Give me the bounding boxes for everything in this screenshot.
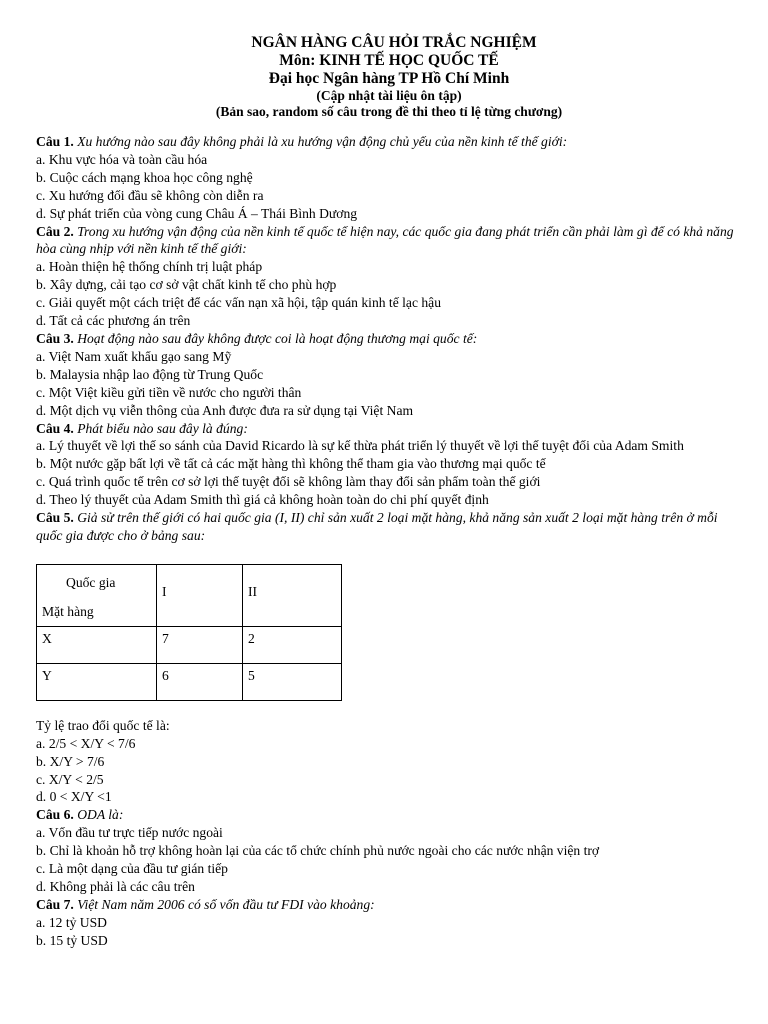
table-header-cell [157, 564, 243, 626]
answer-option: c. X/Y < 2/5 [36, 771, 104, 787]
country-i-header: I [162, 583, 167, 599]
answer-option: b. Malaysia nhập lao động từ Trung Quốc [36, 366, 264, 382]
answer-option: a. Hoàn thiện hệ thống chính trị luật pháp [36, 259, 263, 275]
question-text: Giả sử trên thế giới có hai quốc gia (I, II) chỉ sản xuất 2 loại mặt hàng, khả năng sản xuất 2 loại mặt hàng trên ở mỗi quốc gia được cho ở bảng sau: [36, 510, 718, 543]
question-1 [36, 133, 742, 223]
answer-option: b. X/Y > 7/6 [36, 753, 105, 769]
table-cell: 7 [157, 626, 243, 663]
question-list [36, 133, 742, 950]
answer-option: d. 0 < X/Y <1 [36, 789, 112, 805]
question-5 [36, 509, 742, 806]
question-label: Câu 3. [36, 330, 74, 346]
question-label: Câu 4. [36, 420, 74, 436]
question-text: Trong xu hướng vận động của nền kinh tế quốc tế hiện nay, các quốc gia đang phát triển cần phải làm gì để có khả năng hòa cùng nhịp với nền kinh tế thế giới: [36, 223, 734, 257]
document-page [36, 34, 742, 950]
answer-option: a. 2/5 < X/Y < 7/6 [36, 735, 136, 751]
question-label: Câu 7. [36, 896, 74, 912]
question-label: Câu 1. [36, 134, 74, 149]
answer-option: a. Lý thuyết về lợi thế so sánh của David Ricardo là sự kế thừa phát triển lý thuyết về lợi thế tuyệt đối của Adam Smith [36, 438, 684, 454]
production-table [36, 564, 342, 701]
table-cell: 2 [243, 626, 342, 663]
answer-option: d. Theo lý thuyết của Adam Smith thì giá cả không hoàn toàn do chi phí quyết định [36, 492, 489, 508]
answer-option: b. Một nước gặp bất lợi về tất cả các mặt hàng thì không thể tham gia vào thương mại quốc tế [36, 456, 546, 472]
answer-option: d. Một dịch vụ viễn thông của Anh được đưa ra sử dụng tại Việt Nam [36, 402, 414, 418]
question-text: Hoạt động nào sau đây không được coi là hoạt động thương mại quốc tế: [77, 330, 478, 346]
table-header-row [37, 564, 342, 626]
answer-option: a. 12 tỷ USD [36, 914, 107, 930]
question-label: Câu 2. [36, 223, 74, 239]
answer-option: a. Khu vực hóa và toàn cầu hóa [36, 151, 208, 167]
question-4 [36, 420, 742, 510]
question-2 [36, 223, 742, 330]
question-text: Phát biểu nào sau đây là đúng: [77, 420, 248, 436]
question-text: ODA là: [77, 807, 124, 823]
table-cell: 5 [243, 663, 342, 700]
answer-option: d. Sự phát triển của vòng cung Châu Á – Thái Bình Dương [36, 205, 358, 221]
question-label: Câu 6. [36, 807, 74, 823]
table-row [37, 663, 342, 700]
answer-option: a. Việt Nam xuất khẩu gạo sang Mỹ [36, 348, 232, 364]
question-7 [36, 896, 742, 950]
follow-up-text: Tỷ lệ trao đổi quốc tế là: [36, 717, 170, 733]
answer-option: b. 15 tỷ USD [36, 932, 108, 948]
answer-option: b. Cuộc cách mạng khoa học công nghệ [36, 169, 253, 185]
table-cell: 6 [157, 663, 243, 700]
question-text: Xu hướng nào sau đây không phải là xu hướng vận động chủ yếu của nền kinh tế thế giới: [77, 134, 568, 149]
copy-note: (Bản sao, random số câu trong đề thi theo tỉ lệ từng chương) [215, 104, 563, 119]
country-header: Quốc gia [66, 574, 116, 590]
item-header: Mặt hàng [42, 603, 94, 619]
answer-option: d. Tất cả các phương án trên [36, 313, 191, 329]
answer-option: c. Một Việt kiều gửi tiền về nước cho người thân [36, 384, 302, 400]
question-3 [36, 330, 742, 420]
answer-option: c. Là một dạng của đầu tư gián tiếp [36, 861, 228, 877]
answer-option: c. Xu hướng đối đầu sẽ không còn diễn ra [36, 187, 264, 203]
university-name: Đại học Ngân hàng TP Hồ Chí Minh [268, 70, 510, 87]
question-6 [36, 806, 742, 896]
answer-option: d. Không phải là các câu trên [36, 879, 195, 894]
table-cell: X [37, 626, 157, 663]
document-header [36, 34, 742, 120]
question-text: Việt Nam năm 2006 có số vốn đầu tư FDI vào khoảng: [77, 896, 375, 912]
answer-option: c. Giải quyết một cách triệt để các vấn nạn xã hội, tập quán kinh tế lạc hậu [36, 295, 442, 311]
table-cell: Y [37, 663, 157, 700]
table-corner-cell [37, 564, 157, 626]
answer-option: b. Xây dựng, cải tạo cơ sở vật chất kinh tế cho phù hợp [36, 277, 337, 293]
document-title: NGÂN HÀNG CÂU HỎI TRẮC NGHIỆM [251, 34, 537, 51]
answer-option: c. Quá trình quốc tế trên cơ sở lợi thế tuyệt đối sẽ không làm thay đổi sản phẩm toàn thế giới [36, 474, 541, 490]
subject-title: Môn: KINH TẾ HỌC QUỐC TẾ [279, 52, 499, 69]
table-header-cell [243, 564, 342, 626]
country-ii-header: II [248, 583, 258, 599]
answer-option: a. Vốn đầu tư trực tiếp nước ngoài [36, 825, 223, 841]
answer-option: b. Chỉ là khoản hỗ trợ không hoàn lại của các tổ chức chính phủ nước ngoài cho các nước nhận viện trợ [36, 843, 600, 859]
table-row [37, 626, 342, 663]
question-label: Câu 5. [36, 510, 74, 526]
update-note: (Cập nhật tài liệu ôn tập) [316, 88, 462, 103]
